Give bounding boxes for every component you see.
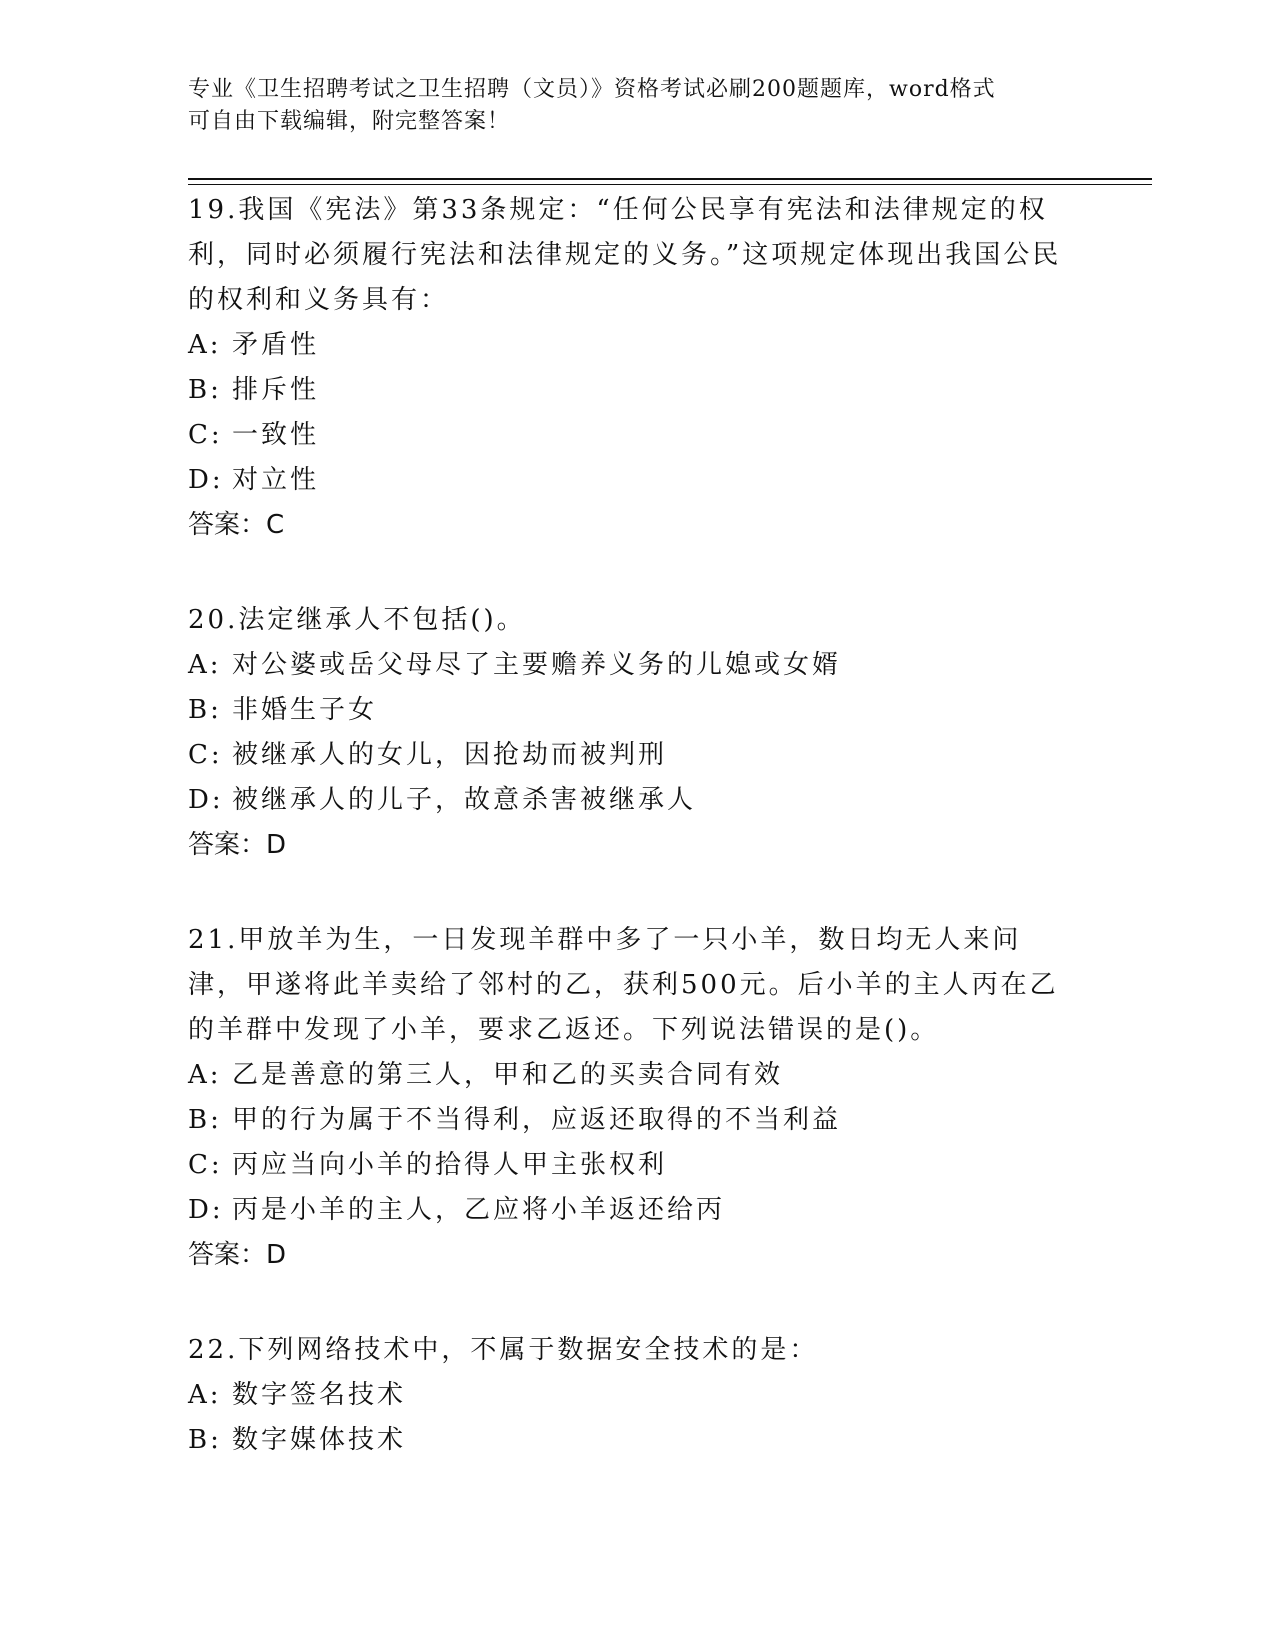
option-text: 对公婆或岳父母尽了主要赡养义务的儿媳或女婿 <box>232 650 842 680</box>
header-divider-thick <box>188 178 1152 180</box>
option-a <box>188 643 1068 688</box>
option-text: 乙是善意的第三人，甲和乙的买卖合同有效 <box>232 1060 784 1090</box>
option-text: 甲的行为属于不当得利，应返还取得的不当利益 <box>232 1105 842 1135</box>
option-letter: A: <box>188 330 222 360</box>
option-text: 排斥性 <box>232 375 320 405</box>
option-letter: D: <box>188 1195 224 1225</box>
option-letter: B: <box>188 1105 222 1135</box>
header-line-1: 专业《卫生招聘考试之卫生招聘（文员）》资格考试必刷200题题库，word格式 <box>188 77 996 102</box>
option-a <box>188 1373 1068 1418</box>
option-text: 矛盾性 <box>232 330 320 360</box>
question-19 <box>188 188 1068 548</box>
option-a <box>188 1053 1068 1098</box>
option-d <box>188 778 1068 823</box>
option-b <box>188 1418 1068 1463</box>
option-text: 非婚生子女 <box>232 695 378 725</box>
option-letter: B: <box>188 1425 222 1455</box>
option-d <box>188 1188 1068 1233</box>
option-letter: D: <box>188 785 224 815</box>
answer-line: 答案：C <box>188 510 285 540</box>
option-letter: C: <box>188 1150 223 1180</box>
option-letter: C: <box>188 740 223 770</box>
option-letter: A: <box>188 1380 222 1410</box>
option-b <box>188 1098 1068 1143</box>
question-text: 19.我国《宪法》第33条规定：“任何公民享有宪法和法律规定的权利，同时必须履行宪法和法律规定的义务。”这项规定体现出我国公民的权利和义务具有： <box>188 195 1062 315</box>
option-letter: A: <box>188 1060 222 1090</box>
option-b <box>188 688 1068 733</box>
answer-line: 答案：D <box>188 830 287 860</box>
option-letter: D: <box>188 465 224 495</box>
question-20 <box>188 598 1068 868</box>
option-b <box>188 368 1068 413</box>
option-d <box>188 458 1068 503</box>
question-21 <box>188 918 1068 1278</box>
option-letter: A: <box>188 650 222 680</box>
option-text: 一致性 <box>232 420 320 450</box>
question-text: 22.下列网络技术中，不属于数据安全技术的是： <box>188 1335 819 1365</box>
option-c <box>188 413 1068 458</box>
option-text: 丙应当向小羊的拾得人甲主张权利 <box>232 1150 668 1180</box>
question-text: 21.甲放羊为生，一日发现羊群中多了一只小羊，数日均无人来问津，甲遂将此羊卖给了邻村的乙，获利500元。后小羊的主人丙在乙的羊群中发现了小羊，要求乙返还。下列说法错误的是()。 <box>188 925 1059 1045</box>
question-22 <box>188 1328 1068 1463</box>
option-letter: B: <box>188 695 222 725</box>
header-line-2: 可自由下载编辑，附完整答案！ <box>188 109 511 134</box>
option-text: 对立性 <box>232 465 320 495</box>
option-letter: B: <box>188 375 222 405</box>
option-letter: C: <box>188 420 223 450</box>
option-c <box>188 733 1068 778</box>
option-c <box>188 1143 1068 1188</box>
answer-line: 答案：D <box>188 1240 287 1270</box>
header-divider-thin <box>188 184 1152 185</box>
document-header <box>188 74 1068 138</box>
option-a <box>188 323 1068 368</box>
option-text: 被继承人的女儿，因抢劫而被判刑 <box>232 740 668 770</box>
option-text: 丙是小羊的主人，乙应将小羊返还给丙 <box>232 1195 726 1225</box>
option-text: 被继承人的儿子，故意杀害被继承人 <box>232 785 697 815</box>
option-text: 数字签名技术 <box>232 1380 407 1410</box>
option-text: 数字媒体技术 <box>232 1425 407 1455</box>
question-text: 20.法定继承人不包括()。 <box>188 605 526 635</box>
